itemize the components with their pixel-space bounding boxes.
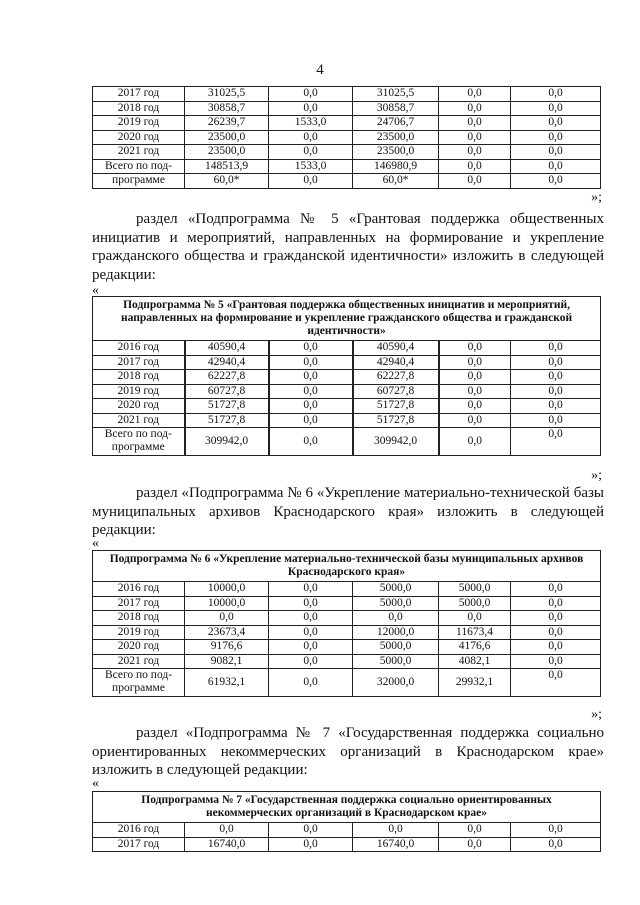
table-cell: 0,0 — [269, 654, 353, 669]
table-cell: 11673,4 — [439, 625, 511, 640]
table-cell: 0,0 — [439, 341, 511, 356]
table-cell: 42940,4 — [185, 355, 269, 370]
table-cell: 5000,0 — [353, 596, 439, 611]
table-cell: 4082,1 — [439, 654, 511, 669]
table-cell: 26239,7 — [185, 116, 269, 131]
table-continuation — [92, 86, 601, 189]
table-cell: 0,0 — [269, 413, 353, 428]
table-cell: 0,0 — [269, 399, 353, 414]
table-cell: 0,0 — [511, 116, 601, 131]
table-cell: 0,0 — [511, 625, 601, 640]
row-label — [93, 428, 185, 456]
table-cell: 0,0 — [439, 130, 511, 145]
table-cell: 60727,8 — [185, 384, 269, 399]
table-cell: 60727,8 — [353, 384, 439, 399]
table-cell: 0,0 — [511, 428, 601, 456]
table-cell: 0,0 — [511, 87, 601, 102]
table-row-total — [93, 428, 601, 456]
page-number: 4 — [316, 62, 324, 78]
row-label: 2020 год — [93, 640, 185, 655]
table-row — [93, 582, 601, 597]
table-cell: 9082,1 — [185, 654, 269, 669]
table-row — [93, 116, 601, 131]
table-row — [93, 87, 601, 102]
table-cell: 0,0 — [269, 669, 353, 697]
table-cell: 0,0 — [511, 669, 601, 697]
row-label: 2016 год — [93, 823, 185, 838]
row-label: 2019 год — [93, 116, 185, 131]
close-quote-mark: »; — [591, 468, 602, 483]
table-cell: 16740,0 — [353, 837, 439, 852]
table-cell: 0,0 — [269, 101, 353, 116]
table-cell: 5000,0 — [353, 640, 439, 655]
table-cell: 0,0 — [511, 399, 601, 414]
table-cell: 30858,7 — [353, 101, 439, 116]
table-cell: 23500,0 — [185, 145, 269, 160]
table-cell: 0,0 — [511, 355, 601, 370]
row-label-line: Всего по под- — [104, 669, 173, 681]
table-cell: 309942,0 — [353, 428, 439, 456]
paragraph-subprogram-5: раздел «Подпрограмма № 5 «Грантовая поддержка общественных инициатив и мероприятий, направленных на формирование и укрепление гражданского общества и гражданской идентичности» изложить в следующей редакции: — [92, 211, 604, 283]
table-row — [93, 413, 601, 428]
table-cell: 51727,8 — [185, 413, 269, 428]
row-label: 2019 год — [93, 384, 185, 399]
open-quote-mark: « — [92, 536, 99, 551]
table-cell: 62227,8 — [185, 370, 269, 385]
table-cell: 31025,5 — [185, 87, 269, 102]
table-cell: 0,0 — [269, 174, 353, 189]
table-cell: 23500,0 — [353, 130, 439, 145]
table-cell: 0,0 — [269, 428, 353, 456]
table-cell: 24706,7 — [353, 116, 439, 131]
table-cell: 0,0 — [439, 370, 511, 385]
table-cell: 0,0 — [511, 596, 601, 611]
table-cell: 0,0 — [511, 384, 601, 399]
table-cell: 5000,0 — [439, 582, 511, 597]
table-cell: 0,0 — [269, 837, 353, 852]
table-cell: 5000,0 — [353, 582, 439, 597]
table-cell: 40590,4 — [353, 341, 439, 356]
table-row — [93, 625, 601, 640]
table-row — [93, 341, 601, 356]
table-row — [93, 384, 601, 399]
table-cell: 0,0 — [185, 611, 269, 626]
table-cell: 0,0 — [269, 355, 353, 370]
row-label: 2019 год — [93, 625, 185, 640]
table-cell: 0,0 — [353, 823, 439, 838]
table-cell: 0,0 — [439, 101, 511, 116]
close-quote-mark: »; — [591, 707, 602, 722]
table-cell: 0,0 — [439, 837, 511, 852]
table-cell: 0,0 — [511, 837, 601, 852]
table-cell: 0,0 — [439, 399, 511, 414]
row-label: 2018 год — [93, 101, 185, 116]
table-cell: 0,0 — [269, 640, 353, 655]
table-cell: 23673,4 — [185, 625, 269, 640]
table-cell: 0,0 — [511, 823, 601, 838]
table-row — [93, 640, 601, 655]
table-cell: 23500,0 — [353, 145, 439, 160]
table-cell: 0,0 — [439, 145, 511, 160]
table-row — [93, 399, 601, 414]
table-cell: 1533,0 — [269, 159, 353, 174]
table-cell: 51727,8 — [185, 399, 269, 414]
table-cell: 0,0 — [269, 823, 353, 838]
row-label-line: программе — [111, 441, 165, 453]
table-cell: 23500,0 — [185, 130, 269, 145]
table-header: Подпрограмма № 7 «Государственная поддержка социально ориентированных некоммерческих организаций в Краснодарском крае» — [93, 792, 601, 823]
table-cell: 0,0 — [353, 611, 439, 626]
table-row — [93, 596, 601, 611]
table-row — [93, 355, 601, 370]
table-cell: 0,0 — [269, 145, 353, 160]
table-subprogram-5 — [92, 296, 601, 456]
table-cell: 42940,4 — [353, 355, 439, 370]
row-label: 2021 год — [93, 413, 185, 428]
table-cell: 0,0 — [511, 413, 601, 428]
table-cell: 60,0* — [353, 174, 439, 189]
table-header: Подпрограмма № 6 «Укрепление материально-технической базы муниципальных архивов Краснодарского края» — [93, 551, 601, 582]
table-cell: 32000,0 — [353, 669, 439, 697]
table-cell: 51727,8 — [353, 413, 439, 428]
table-cell: 0,0 — [511, 145, 601, 160]
open-quote-mark: « — [92, 776, 99, 791]
table-cell: 148513,9 — [185, 159, 269, 174]
table-row — [93, 145, 601, 160]
table-cell: 40590,4 — [185, 341, 269, 356]
table-cell: 31025,5 — [353, 87, 439, 102]
close-quote-mark: »; — [591, 190, 602, 205]
row-label: 2016 год — [93, 582, 185, 597]
row-label: 2021 год — [93, 654, 185, 669]
table-cell: 0,0 — [511, 370, 601, 385]
row-label: 2020 год — [93, 399, 185, 414]
table-cell: 0,0 — [269, 370, 353, 385]
table-cell: 0,0 — [269, 384, 353, 399]
table-cell: 61932,1 — [185, 669, 269, 697]
table-cell: 0,0 — [511, 159, 601, 174]
table-row — [93, 837, 601, 852]
table-row-total — [93, 159, 601, 174]
table-cell: 10000,0 — [185, 596, 269, 611]
table-cell: 0,0 — [269, 596, 353, 611]
table-cell: 0,0 — [439, 174, 511, 189]
table-row — [93, 370, 601, 385]
table-cell: 5000,0 — [439, 596, 511, 611]
table-cell: 12000,0 — [353, 625, 439, 640]
row-label: 2020 год — [93, 130, 185, 145]
row-label: 2017 год — [93, 837, 185, 852]
paragraph-subprogram-6: раздел «Подпрограмма № 6 «Укрепление материально-технической базы муниципальных архивов Краснодарского края» изложить в следующей редакции: — [92, 485, 604, 538]
table-cell: 0,0 — [185, 823, 269, 838]
table-cell: 0,0 — [439, 116, 511, 131]
row-label — [93, 669, 185, 697]
table-cell: 0,0 — [439, 611, 511, 626]
table-cell: 0,0 — [269, 130, 353, 145]
table-row — [93, 654, 601, 669]
table-row — [93, 611, 601, 626]
table-cell: 0,0 — [439, 159, 511, 174]
table-subprogram-6 — [92, 550, 601, 697]
table-cell: 0,0 — [439, 413, 511, 428]
table-cell: 0,0 — [439, 384, 511, 399]
table-cell: 30858,7 — [185, 101, 269, 116]
table-subprogram-7 — [92, 791, 601, 852]
table-cell: 0,0 — [439, 355, 511, 370]
open-quote-mark: « — [92, 283, 99, 298]
table-row — [93, 130, 601, 145]
table-cell: 5000,0 — [353, 654, 439, 669]
table-cell: 62227,8 — [353, 370, 439, 385]
table-cell: 0,0 — [269, 625, 353, 640]
table-cell: 146980,9 — [353, 159, 439, 174]
table-cell: 0,0 — [511, 640, 601, 655]
row-label: Всего по под- — [93, 159, 185, 174]
table-cell: 0,0 — [511, 130, 601, 145]
table-cell: 29932,1 — [439, 669, 511, 697]
table-cell: 0,0 — [269, 87, 353, 102]
paragraph-subprogram-7: раздел «Подпрограмма № 7 «Государственная поддержка социально ориентированных некоммерческих организаций в Краснодарском крае» изложить в следующей редакции: — [92, 725, 604, 778]
row-label-line: программе — [112, 682, 165, 694]
table-cell: 309942,0 — [185, 428, 269, 456]
row-label: программе — [93, 174, 185, 189]
table-cell: 0,0 — [439, 87, 511, 102]
table-cell: 16740,0 — [185, 837, 269, 852]
table-cell: 51727,8 — [353, 399, 439, 414]
row-label: 2017 год — [93, 87, 185, 102]
table-cell: 0,0 — [269, 611, 353, 626]
row-label-line: Всего по под- — [104, 428, 172, 440]
table-cell: 60,0* — [185, 174, 269, 189]
table-row-total — [93, 669, 601, 697]
row-label: 2021 год — [93, 145, 185, 160]
table-cell: 9176,6 — [185, 640, 269, 655]
table-row-total — [93, 174, 601, 189]
table-cell: 0,0 — [511, 654, 601, 669]
row-label: 2018 год — [93, 370, 185, 385]
row-label: 2018 год — [93, 611, 185, 626]
table-row — [93, 823, 601, 838]
table-header: Подпрограмма № 5 «Грантовая поддержка общественных инициатив и мероприятий, направленных на формирование и укрепление гражданского общества и гражданской идентичности» — [93, 297, 601, 341]
row-label: 2017 год — [93, 355, 185, 370]
table-cell: 0,0 — [511, 341, 601, 356]
row-label: 2017 год — [93, 596, 185, 611]
table-cell: 0,0 — [269, 341, 353, 356]
table-cell: 10000,0 — [185, 582, 269, 597]
table-cell: 4176,6 — [439, 640, 511, 655]
table-cell: 0,0 — [511, 582, 601, 597]
table-cell: 1533,0 — [269, 116, 353, 131]
table-row — [93, 101, 601, 116]
table-cell: 0,0 — [511, 174, 601, 189]
row-label: 2016 год — [93, 341, 185, 356]
table-cell: 0,0 — [269, 582, 353, 597]
table-cell: 0,0 — [439, 428, 511, 456]
table-cell: 0,0 — [511, 101, 601, 116]
table-cell: 0,0 — [511, 611, 601, 626]
table-cell: 0,0 — [439, 823, 511, 838]
